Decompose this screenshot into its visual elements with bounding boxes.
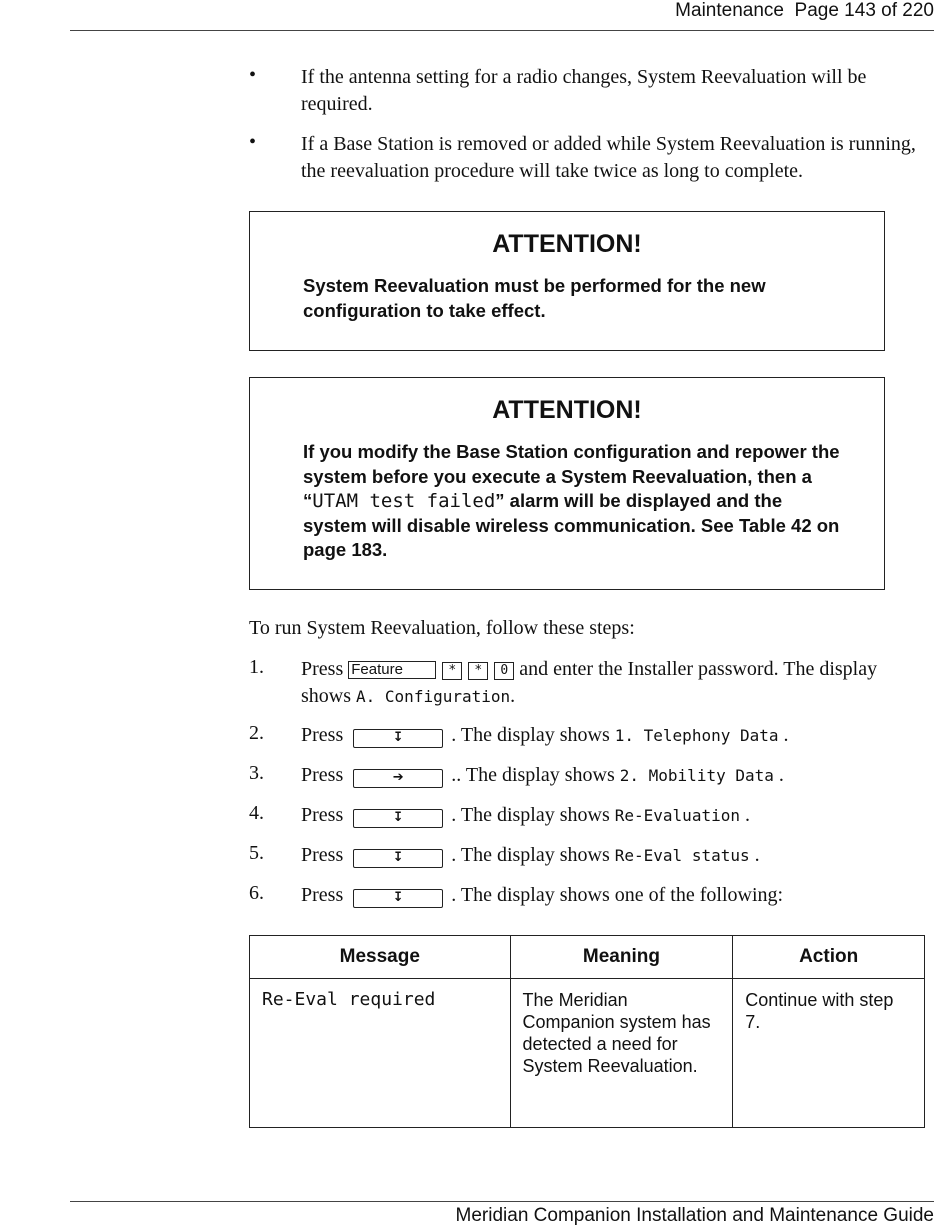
right-arrow-key-icon: ➔ — [353, 769, 443, 788]
column-header: Action — [733, 936, 925, 979]
message-table — [249, 935, 925, 1128]
step-text: Press — [301, 658, 344, 680]
display-text: Re-Eval status — [614, 846, 750, 865]
bullet-mark: • — [249, 64, 257, 86]
star-key: * — [442, 662, 462, 680]
step-text: Press — [301, 724, 344, 746]
down-arrow-key-icon: ↧ — [353, 729, 443, 748]
step-number: 3. — [249, 762, 264, 784]
bullet-text: If a Base Station is removed or added while System Reevaluation is running, the reevaluation procedure will take twice as long to complete. — [301, 133, 916, 182]
page-footer: Meridian Companion Installation and Maintenance Guide — [455, 1205, 934, 1226]
step-text: .. The display shows — [451, 764, 615, 786]
step-text: Press — [301, 844, 344, 866]
attention-title: ATTENTION! — [492, 230, 642, 258]
attention-text: If you modify the Base Station configuration and repower the system before you execute a System Reevaluation, then a “ — [303, 441, 840, 511]
step-5 — [301, 842, 760, 869]
attention-title: ATTENTION! — [492, 396, 642, 424]
step-number: 4. — [249, 802, 264, 824]
step-text: . The display shows — [451, 724, 610, 746]
steps-intro: To run System Reevaluation, follow these steps: — [249, 617, 635, 639]
table-row — [250, 979, 925, 1128]
zero-key: 0 — [494, 662, 514, 680]
display-text: A. Configuration — [356, 687, 511, 706]
step-punct: . — [754, 844, 760, 866]
message-cell: Re-Eval required — [250, 979, 511, 1128]
step-number: 1. — [249, 656, 264, 678]
step-6 — [301, 882, 783, 909]
column-header: Meaning — [510, 936, 733, 979]
footer-rule — [70, 1201, 934, 1202]
step-punct: . — [783, 724, 789, 746]
step-text: shows — [301, 685, 352, 707]
step-punct: . — [744, 804, 750, 826]
feature-key: Feature — [348, 661, 436, 679]
step-4 — [301, 802, 750, 829]
bullet-mark: • — [249, 131, 257, 153]
step-1 — [301, 656, 877, 710]
table-header-row — [250, 936, 925, 979]
down-arrow-key-icon: ↧ — [353, 809, 443, 828]
star-key: * — [468, 662, 488, 680]
attention-body: System Reevaluation must be performed for the new configuration to take effect. — [303, 275, 766, 321]
header-page-number: Page 143 of 220 — [794, 0, 934, 21]
step-number: 5. — [249, 842, 264, 864]
display-text: Re-Evaluation — [614, 806, 740, 825]
step-text: . The display shows one of the following: — [451, 884, 784, 906]
step-text: . The display shows — [451, 844, 610, 866]
step-text: Press — [301, 884, 344, 906]
display-text: 2. Mobility Data — [619, 766, 774, 785]
page-header — [675, 0, 934, 22]
step-number: 6. — [249, 882, 264, 904]
header-rule — [70, 30, 934, 31]
step-punct: . — [510, 685, 516, 707]
step-3 — [301, 762, 784, 789]
alarm-display-text: UTAM test failed — [312, 490, 496, 512]
column-header: Message — [250, 936, 511, 979]
attention-text: ” alarm will be displayed and the system will disable wireless communication. See Table 42 on page 183. — [303, 490, 840, 560]
attention-body — [303, 440, 843, 563]
step-punct: . — [778, 764, 784, 786]
meaning-cell: The Meridian Companion system has detected a need for System Reevaluation. — [510, 979, 733, 1128]
down-arrow-key-icon: ↧ — [353, 889, 443, 908]
step-text: Press — [301, 804, 344, 826]
display-text: 1. Telephony Data — [614, 726, 779, 745]
step-text: and enter the Installer password. The display — [519, 658, 878, 680]
action-cell: Continue with step 7. — [733, 979, 925, 1128]
step-text: . The display shows — [451, 804, 610, 826]
header-section: Maintenance — [675, 0, 784, 21]
step-text: Press — [301, 764, 344, 786]
attention-box — [249, 211, 885, 351]
down-arrow-key-icon: ↧ — [353, 849, 443, 868]
bullet-text: If the antenna setting for a radio changes, System Reevaluation will be required. — [301, 66, 867, 115]
step-2 — [301, 722, 789, 749]
step-number: 2. — [249, 722, 264, 744]
attention-box — [249, 377, 885, 590]
